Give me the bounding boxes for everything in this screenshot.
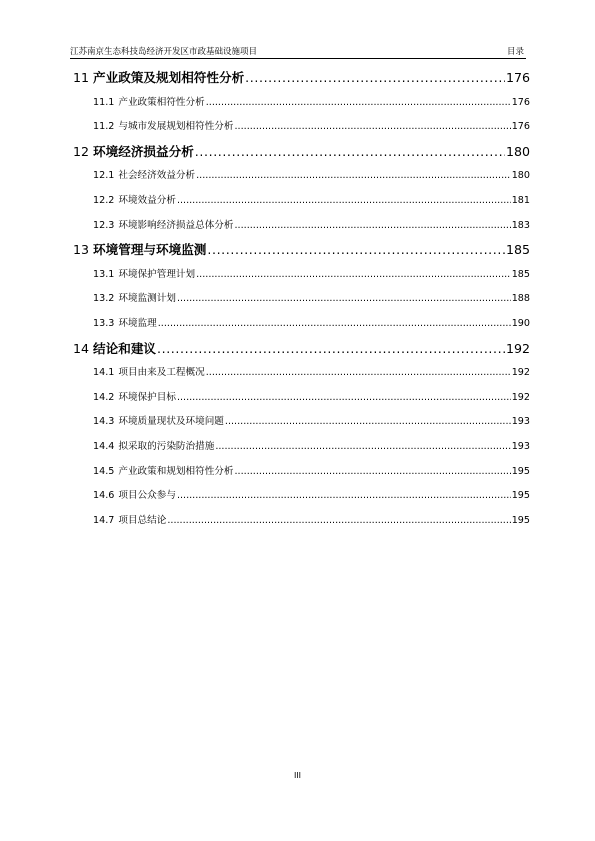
toc-entry-number: 14.5 [93,465,115,477]
toc-entry-page: 195 [511,465,530,477]
toc-leader-dots [195,140,505,165]
toc-entry-title: 项目总结论 [118,514,167,526]
toc-entry-number: 13.3 [93,317,115,329]
toc-entry-title: 环境监测计划 [118,293,176,305]
toc-entry-page: 188 [511,293,530,305]
toc-entry-page: 180 [511,170,530,182]
toc-leader-dots [235,214,511,239]
toc-entry-title: 环境保护目标 [118,391,176,403]
toc-entry-page: 192 [505,340,530,356]
toc-section-entry[interactable] [73,263,530,288]
toc-entry-title: 结论和建议 [93,340,156,356]
toc-leader-dots [157,337,505,362]
toc-entry-page: 183 [511,219,530,231]
toc-entry-number: 12.2 [93,194,115,206]
toc-entry-page: 193 [511,416,530,428]
toc-entry-page: 195 [511,514,530,526]
toc-entry-page: 185 [505,242,530,258]
toc-entry-title: 环境管理与环境监测 [93,242,207,258]
toc-entry-page: 190 [511,317,530,329]
toc-leader-dots [235,115,511,140]
toc-section-entry[interactable] [73,361,530,386]
toc-section-entry[interactable] [73,435,530,460]
toc-entry-title: 环境监理 [118,317,157,329]
toc-entry-number: 14.4 [93,440,115,452]
toc-entry-title: 产业政策相符性分析 [118,96,205,108]
toc-section-entry[interactable] [73,287,530,312]
toc-entry-number: 14.3 [93,416,115,428]
toc-leader-dots [196,263,511,288]
toc-entry-title: 产业政策和规划相符性分析 [118,465,234,477]
page-header [70,42,526,59]
toc-entry-page: 185 [511,268,530,280]
toc-entry-page: 192 [511,367,530,379]
toc-section-entry[interactable] [73,509,530,534]
toc-entry-title: 项目公众参与 [118,490,176,502]
toc-entry-number: 12.1 [93,170,115,182]
toc-leader-dots [167,509,510,534]
toc-entry-page: 176 [511,96,530,108]
toc-entry-page: 176 [505,70,530,85]
page-number: III [293,771,302,780]
toc-leader-dots [158,312,511,337]
toc-entry-page: 193 [511,440,530,452]
toc-entry-page: 176 [511,121,530,133]
toc-leader-dots [177,287,511,312]
toc-entry-title: 项目由来及工程概况 [118,367,205,379]
toc-leader-dots [177,189,511,214]
toc-section-entry[interactable] [73,164,530,189]
toc-leader-dots [177,484,511,509]
toc-section-entry[interactable] [73,312,530,337]
header-document-title: 江苏南京生态科技岛经济开发区市政基础设施项目 [70,47,258,57]
toc-leader-dots [207,238,505,263]
toc-entry-title: 拟采取的污染防治措施 [118,440,215,452]
toc-entry-page: 195 [511,490,530,502]
toc-leader-dots [215,435,510,460]
toc-section-entry[interactable] [73,115,530,140]
toc-entry-title: 环境质量现状及环境问题 [118,416,224,428]
toc-leader-dots [177,386,511,411]
toc-section-entry[interactable] [73,214,530,239]
toc-entry-number: 14 [73,340,90,356]
toc-entry-title: 社会经济效益分析 [118,170,196,182]
toc-chapter-entry[interactable] [73,66,530,91]
toc-leader-dots [245,66,505,91]
toc-entry-title: 与城市发展规划相符性分析 [118,121,234,133]
toc-entry-title: 环境影响经济损益总体分析 [118,219,234,231]
toc-leader-dots [206,361,511,386]
toc-entry-title: 产业政策及规划相符性分析 [93,70,245,85]
toc-section-entry[interactable] [73,189,530,214]
toc-entry-number: 12 [73,143,90,159]
toc-leader-dots [196,164,511,189]
header-section-label: 目录 [506,47,524,57]
toc-entry-number: 13 [73,242,90,258]
toc-entry-number: 12.3 [93,219,115,231]
toc-entry-title: 环境效益分析 [118,194,176,206]
toc-section-entry[interactable] [73,386,530,411]
toc-entry-title: 环境经济损益分析 [93,143,194,159]
toc-entry-number: 14.6 [93,490,115,502]
toc-entry-number: 11.1 [93,96,115,108]
toc-entry-number: 11.2 [93,121,115,133]
toc-entry-number: 14.1 [93,367,115,379]
toc-entry-number: 13.1 [93,268,115,280]
table-of-contents [73,66,530,533]
toc-section-entry[interactable] [73,460,530,485]
toc-entry-page: 180 [505,143,530,159]
toc-section-entry[interactable] [73,484,530,509]
toc-entry-number: 11 [73,70,90,85]
toc-leader-dots [225,410,511,435]
toc-entry-title: 环境保护管理计划 [118,268,196,280]
toc-entry-page: 192 [511,391,530,403]
toc-entry-number: 14.2 [93,391,115,403]
toc-entry-number: 14.7 [93,514,115,526]
toc-chapter-entry[interactable] [73,140,530,165]
toc-section-entry[interactable] [73,410,530,435]
toc-section-entry[interactable] [73,91,530,116]
toc-leader-dots [235,460,511,485]
toc-entry-page: 181 [511,194,530,206]
toc-chapter-entry[interactable] [73,238,530,263]
toc-chapter-entry[interactable] [73,337,530,362]
toc-leader-dots [206,91,511,116]
toc-entry-number: 13.2 [93,293,115,305]
